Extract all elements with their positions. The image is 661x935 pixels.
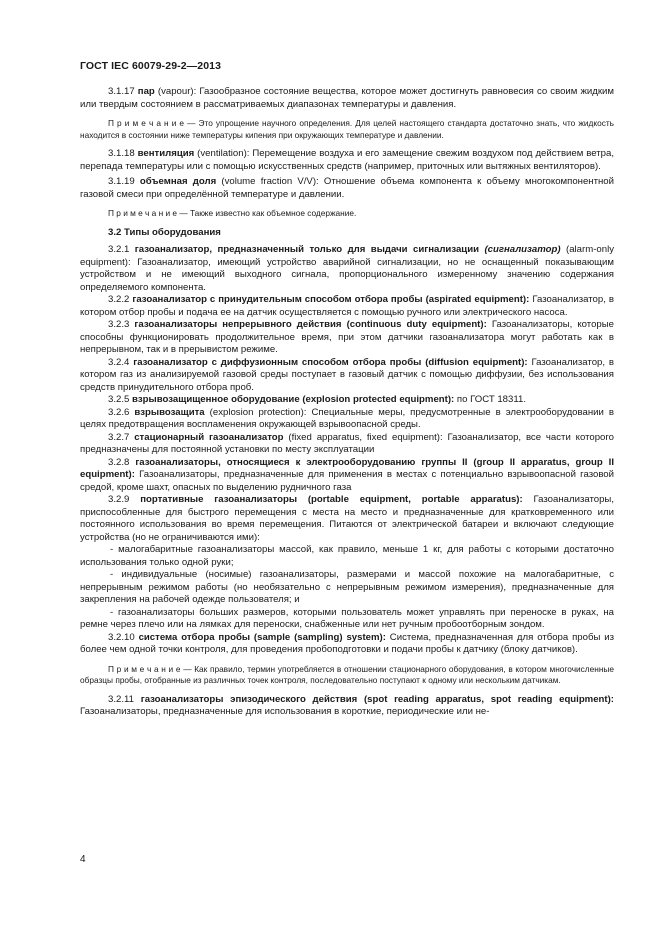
- term-definition: (ventilation): Перемещение воздуха и его замещение свежим воздухом под действием ветра, перепада температуры или с помощью искусственных средств (например, приточных или вытяжных вентиляторов).: [80, 148, 615, 172]
- term-name: газоанализатор с принудительным способом отбора пробы (aspirated equipment):: [132, 294, 530, 305]
- clause-number: 3.2.3: [108, 319, 130, 330]
- note-3-1-19: [80, 208, 614, 220]
- term-definition: Газоанализатор, в котором газ из анализируемой газовой среды поступает в газовый датчик с помощью диффузии, без использования средств принудительного отбора проб.: [80, 356, 614, 393]
- list-item: - индивидуальные (носимые) газоанализаторы, размерами и массой похожие на малогабаритные, с непрерывным режимом работы (но необязательно с непрерывным режимом измерения), предназначенные для закрепления на рабочей одежде пользователя; и: [80, 569, 614, 605]
- term-definition: Газоанализатор, в котором отбор пробы и подача ее на датчик осуществляется с помощью ручного или электрического насоса.: [80, 294, 614, 318]
- clause-number: 3.1.18: [108, 148, 135, 159]
- term-3-2-10: [80, 632, 614, 657]
- clause-number: 3.1.19: [108, 176, 135, 187]
- note-text: — Как правило, термин употребляется в отношении стационарного оборудования, в котором многочисленные образцы пробы, отобранные из различных точек контроля, последовательно поступают к одному или нескольким датчикам.: [80, 663, 615, 685]
- term-3-2-2: [80, 294, 614, 319]
- term-3-1-17: [80, 86, 614, 111]
- clause-number: 3.2.8: [108, 456, 130, 468]
- page-header: ГОСТ IEC 60079-29-2—2013: [80, 60, 222, 72]
- term-3-2-4: [80, 357, 614, 395]
- clause-number: 3.2.4: [108, 356, 130, 368]
- list-item: - газоанализаторы больших размеров, которыми пользователь может управлять при переноске в руках, на ремне через плечо или на лямках для переноски, снабженные или нет ручным пробоотборным зондом.: [80, 606, 614, 630]
- term-3-2-9: [80, 494, 614, 544]
- document-body: [80, 86, 614, 719]
- clause-number: 3.2.2: [108, 294, 130, 305]
- term-name: газоанализатор, предназначенный только для выдачи сигнализации: [134, 244, 480, 255]
- term-name: взрывозащищенное оборудование (explosion protected equipment):: [132, 394, 455, 405]
- term-name: вентиляция: [137, 148, 195, 159]
- list-item: - малогабаритные газоанализаторы массой, как правило, меньше 1 кг, для работы с которыми достаточно использования только одной руки;: [80, 544, 614, 568]
- term-3-1-18: [80, 148, 614, 173]
- note-label: П р и м е ч а н и е: [108, 118, 185, 128]
- term-3-2-5: [80, 394, 614, 407]
- clause-number: 3.2.10: [108, 631, 135, 643]
- term-name: газоанализатор с диффузионным способом отбора пробы (diffusion equipment):: [133, 356, 528, 368]
- term-3-2-6: [80, 407, 614, 432]
- term-3-1-19: [80, 176, 614, 201]
- note-label: П р и м е ч а н и е: [108, 208, 178, 218]
- clause-number: 3.2.9: [108, 494, 130, 505]
- section-heading-3-2: 3.2 Типы оборудования: [108, 226, 221, 238]
- clause-number: 3.2.7: [108, 431, 130, 443]
- term-name: газоанализаторы эпизодического действия (spot reading apparatus, spot reading equipment):: [140, 693, 614, 705]
- term-name: объемная доля: [139, 176, 217, 187]
- term-definition: (explosion protection): Специальные меры, предусмотренные в электрооборудовании в целях предотвращения воспламенения окружающей взрывоопасной среды.: [80, 406, 614, 430]
- term-name: портативные газоанализаторы (portable equipment, portable apparatus):: [140, 494, 523, 505]
- term-name: система отбора пробы (sample (sampling) system):: [138, 631, 386, 643]
- note-text: — Это упрощение научного определения. Для целей настоящего стандарта достаточно знать, что жидкость находится в состоянии ниже температуры кипения при окружающих температуре и давлении.: [80, 118, 615, 140]
- note-label: П р и м е ч а н и е: [108, 663, 181, 674]
- note-3-1-17: [80, 118, 614, 141]
- note-text: — Также известно как объемное содержание.: [177, 208, 357, 218]
- term-3-2-3: [80, 319, 614, 357]
- term-name: взрывозащита: [134, 406, 205, 418]
- term-definition: Система, предназначенная для отбора пробы из более чем одной точки контроля, для проведения пробоподготовки и подачи пробы к датчику (блоку датчиков).: [80, 631, 614, 655]
- term-definition: Газоанализаторы, предназначенные для применения в местах с потенциально взрывоопасной газовой средой, кроме шахт, опасных по выделению рудничного газа: [80, 469, 614, 493]
- term-definition: (vapour): Газообразное состояние вещества, которое может достигнуть равновесия со своим жидким или твердым состоянием в рассматриваемых диапазонах температуры и давления.: [80, 86, 614, 110]
- term-definition: (volume fraction V/V): Отношение объема компонента к объему многокомпонентной газовой смеси при определённой температуре и давлении.: [80, 176, 614, 200]
- clause-number: 3.2.1: [108, 244, 130, 255]
- term-name-italic: (сигнализатор): [484, 244, 561, 255]
- term-3-2-1: [80, 244, 614, 294]
- term-name: газоанализаторы, относящиеся к электрооборудованию группы II (group II apparatus, group II equipment):: [80, 456, 614, 480]
- term-3-2-7: [80, 432, 614, 457]
- term-definition: по ГОСТ 18311.: [454, 394, 526, 405]
- term-3-2-11: [80, 694, 614, 719]
- clause-number: 3.2.5: [108, 394, 130, 405]
- clause-number: 3.1.17: [108, 86, 135, 97]
- term-name: стационарный газоанализатор: [134, 431, 284, 443]
- term-definition: Газоанализаторы, которые способны функционировать продолжительное время, при этом датчики газоанализатора могут работать как в непрерывном, так и в прерывистом режиме.: [80, 319, 614, 355]
- term-definition: Газоанализаторы, предназначенные для использования в короткие, периодические или не-: [80, 706, 490, 717]
- term-definition: Газоанализаторы, приспособленные для быстрого перемещения с места на место и предназначенные для кратковременного или постоянного использования во время перемещения. Питаются от электрической батареи и включают следующие устройства (но не ограничиваются ими):: [80, 494, 614, 543]
- page-number: 4: [80, 854, 86, 865]
- term-name: пар: [137, 86, 155, 97]
- note-3-2-10: [80, 664, 614, 687]
- term-definition: (fixed apparatus, fixed equipment): Газоанализатор, все части которого предназначены для постоянной установки по месту эксплуатации: [80, 431, 614, 455]
- term-definition: (alarm-only equipment): Газоанализатор, имеющий устройство аварийной сигнализации, но не оснащенный показывающим устройством и не имеющий выходного сигнала, пропорционального измеренному значению содержания определяемого компонента.: [80, 244, 615, 293]
- clause-number: 3.2.6: [108, 406, 130, 418]
- term-3-2-8: [80, 457, 614, 495]
- clause-number: 3.2.11: [108, 693, 134, 705]
- term-name: газоанализаторы непрерывного действия (continuous duty equipment):: [134, 319, 487, 330]
